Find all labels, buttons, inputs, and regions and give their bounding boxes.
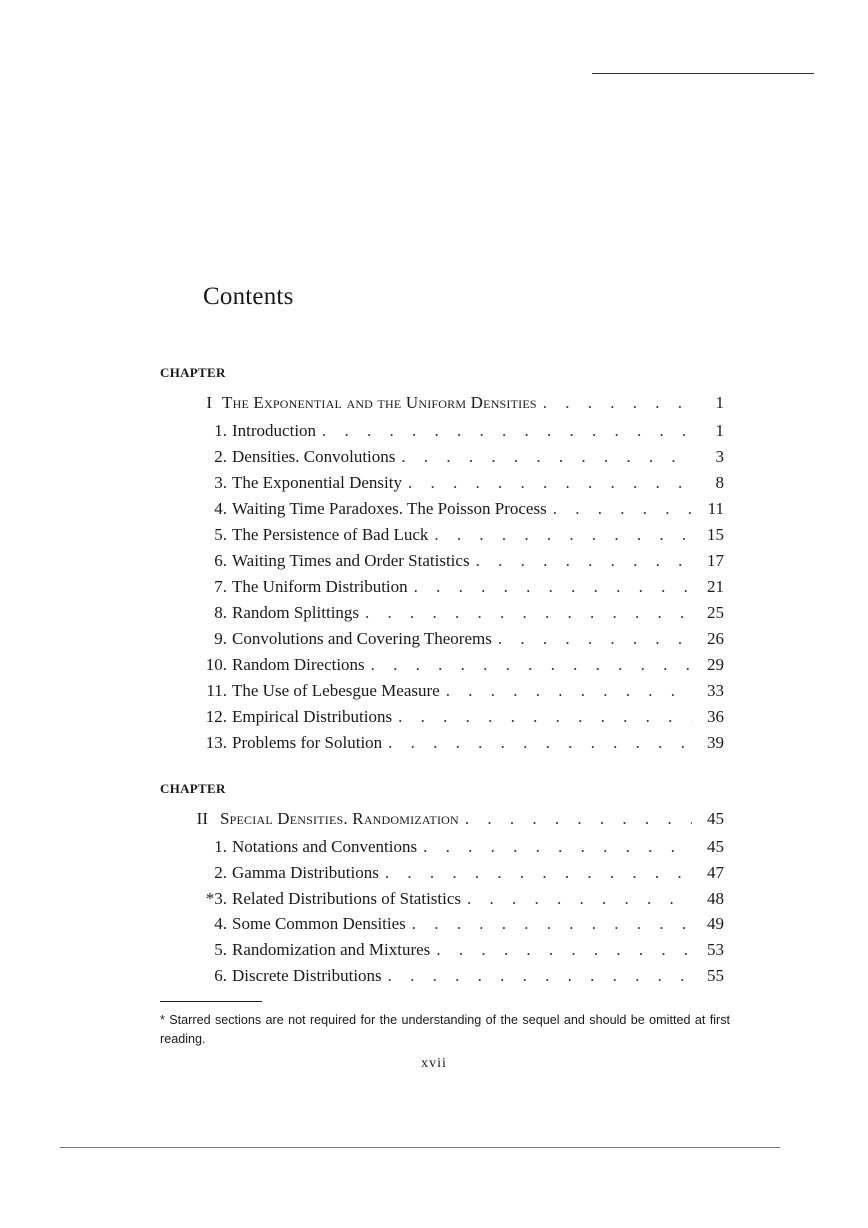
dot-leader	[467, 889, 692, 909]
dot-leader	[408, 473, 692, 493]
chapter-heading[interactable]	[196, 393, 724, 419]
page-folio: xvii	[421, 1056, 447, 1071]
toc-entry[interactable]	[179, 499, 724, 525]
page-number: 45	[707, 837, 724, 856]
dot-leader	[412, 914, 692, 934]
dot-leader	[365, 603, 692, 623]
section-number: 1.	[214, 837, 227, 856]
toc-entry[interactable]	[179, 707, 724, 733]
section-number: *3.	[205, 888, 227, 908]
chapter-number: II	[196, 809, 208, 828]
dot-leader	[388, 733, 692, 753]
page-number: 45	[707, 809, 724, 828]
toc-entry[interactable]	[179, 966, 724, 992]
dot-leader	[436, 940, 692, 960]
toc-entry[interactable]	[179, 655, 724, 681]
chapter-number: I	[206, 393, 212, 412]
dot-leader	[465, 809, 692, 829]
page-number: 8	[715, 473, 724, 492]
section-title: Random Directions	[232, 655, 365, 674]
toc-entry[interactable]	[179, 889, 724, 915]
page-number: 17	[707, 551, 724, 570]
section-number: 2.	[214, 862, 227, 882]
section-title: Waiting Time Paradoxes. The Poisson Process	[232, 499, 547, 518]
dot-leader	[434, 525, 692, 545]
section-title: Convolutions and Covering Theorems	[232, 629, 492, 648]
page-number: 36	[707, 707, 724, 726]
section-title: Empirical Distributions	[232, 707, 393, 726]
section-number: 13.	[205, 733, 227, 752]
dot-leader	[322, 421, 692, 441]
dot-leader	[388, 966, 692, 986]
page-number: 26	[707, 629, 724, 648]
footnote-rule	[160, 1001, 262, 1002]
section-number: 6.	[214, 966, 227, 985]
dot-leader	[476, 551, 692, 571]
section-number: 5.	[214, 525, 227, 544]
dot-leader	[543, 393, 692, 413]
section-title: Gamma Distributions	[232, 862, 379, 882]
dot-leader	[371, 655, 692, 675]
dot-leader	[401, 447, 692, 467]
dot-leader	[385, 863, 692, 883]
page-number: 39	[707, 733, 724, 752]
section-title: The Uniform Distribution	[232, 577, 408, 596]
section-title: Randomization and Mixtures	[232, 940, 431, 960]
section-number: 2.	[214, 447, 227, 466]
chapter-title: Special Densities. Randomization	[220, 809, 459, 828]
dot-leader	[414, 577, 692, 597]
dot-leader	[498, 629, 692, 649]
section-number: 10.	[205, 655, 227, 674]
section-number: 4.	[214, 499, 227, 518]
section-title: The Exponential Density	[232, 473, 402, 492]
section-title: Introduction	[232, 421, 317, 440]
section-title: Densities. Convolutions	[232, 447, 396, 466]
toc-entry[interactable]	[179, 837, 724, 863]
page-number: 25	[707, 603, 724, 622]
section-title: The Use of Lebesgue Measure	[232, 681, 440, 700]
section-title: Some Common Densities	[232, 914, 406, 934]
chapter-title: The Exponential and the Uniform Densities	[222, 393, 537, 412]
chapter-heading[interactable]	[186, 809, 724, 835]
section-title: The Persistence of Bad Luck	[232, 525, 429, 544]
page-number: 33	[707, 681, 724, 700]
section-number: 7.	[214, 577, 227, 596]
section-number: 3.	[214, 473, 227, 492]
page-number: 1	[715, 393, 724, 412]
toc-entry[interactable]	[179, 940, 724, 966]
section-number: 5.	[214, 940, 227, 960]
section-number: 11.	[206, 681, 227, 700]
section-title: Related Distributions of Statistics	[232, 888, 462, 908]
page-number: 55	[707, 966, 724, 985]
toc-entry[interactable]	[179, 473, 724, 499]
toc-entry[interactable]	[179, 681, 724, 707]
page-number: 3	[715, 447, 724, 466]
page-number: 49	[707, 914, 724, 934]
toc-entry[interactable]	[179, 733, 724, 759]
section-number: 4.	[214, 914, 227, 934]
toc-entry[interactable]	[179, 629, 724, 655]
section-number: 1.	[214, 421, 227, 440]
section-title: Notations and Conventions	[232, 837, 418, 856]
page-number: 47	[707, 862, 724, 882]
page-number: 29	[707, 655, 724, 674]
page-number: 53	[707, 940, 724, 960]
toc-entry[interactable]	[179, 525, 724, 551]
section-number: 12.	[205, 707, 227, 726]
toc-entry[interactable]	[179, 914, 724, 940]
bottom-rule	[60, 1147, 780, 1148]
page-number: 48	[707, 888, 724, 908]
dot-leader	[446, 681, 692, 701]
chapter-label: CHAPTER	[160, 365, 226, 380]
section-number: 9.	[214, 629, 227, 648]
section-number: 6.	[214, 551, 227, 570]
toc-entry[interactable]	[179, 577, 724, 603]
section-title: Problems for Solution	[232, 733, 383, 752]
page-number: 1	[715, 421, 724, 440]
section-title: Waiting Times and Order Statistics	[232, 551, 470, 570]
toc-entry[interactable]	[179, 421, 724, 447]
dot-leader	[423, 837, 692, 857]
page-number: 11	[707, 499, 724, 518]
chapter-label: CHAPTER	[160, 781, 226, 796]
toc-entry[interactable]	[179, 551, 724, 577]
toc-entry[interactable]	[179, 603, 724, 629]
dot-leader	[398, 707, 692, 727]
section-number: 8.	[214, 603, 227, 622]
page-number: 15	[707, 525, 724, 544]
dot-leader	[553, 499, 692, 519]
top-rule	[592, 73, 814, 74]
toc-entry[interactable]	[179, 447, 724, 473]
section-title: Random Splittings	[232, 603, 360, 622]
page-title: Contents	[203, 283, 294, 310]
toc-entry[interactable]	[179, 863, 724, 889]
section-title: Discrete Distributions	[232, 966, 382, 985]
page-number: 21	[707, 577, 724, 596]
footnote: * Starred sections are not required for the understanding of the sequel and should be omitted at first reading.	[160, 1013, 730, 1046]
